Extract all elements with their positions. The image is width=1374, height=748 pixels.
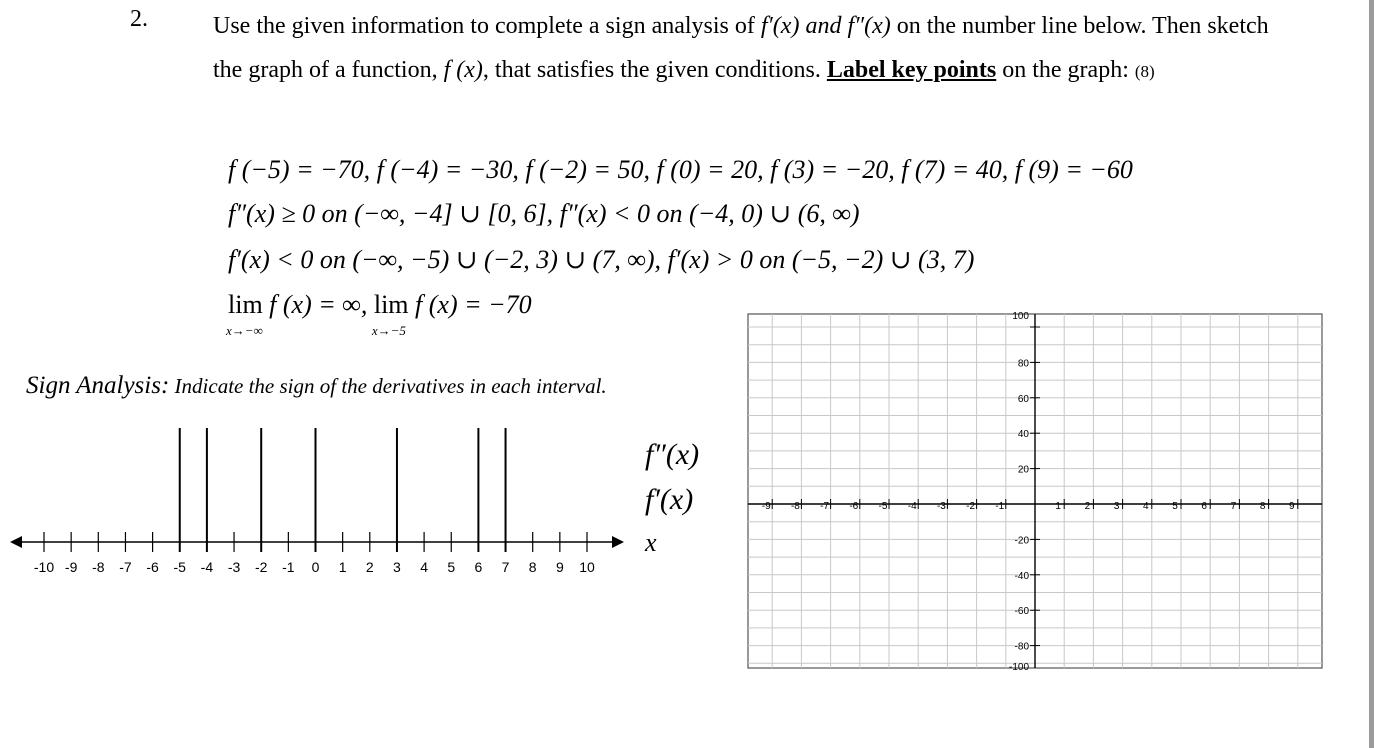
number-line-tick-label: 3 bbox=[393, 559, 401, 575]
graph-x-tick-label: -7 bbox=[820, 501, 830, 512]
prompt-and: and bbox=[799, 13, 848, 39]
number-line-tick-label: -2 bbox=[254, 559, 268, 575]
graph-x-tick-label: 9 bbox=[1289, 501, 1295, 512]
graph-x-tick-label: 2 bbox=[1084, 501, 1091, 512]
condition-second-derivative: f″(x) ≥ 0 on (−∞, −4] ∪ [0, 6], f″(x) < 0 on (−4, 0) ∪ (6, ∞) bbox=[228, 199, 860, 228]
graph-x-tick-label: 6 bbox=[1201, 501, 1207, 512]
sketch-graph-grid[interactable] bbox=[746, 312, 1324, 670]
graph-x-tick-label: -3 bbox=[936, 501, 946, 512]
graph-y-tick-label: -100 bbox=[1008, 662, 1029, 670]
graph-x-tick-label: -4 bbox=[907, 501, 917, 512]
number-line-tick-label: 10 bbox=[579, 559, 595, 575]
sign-analysis-heading: Sign Analysis: Indicate the sign of the derivatives in each interval. bbox=[26, 372, 607, 399]
prompt-text-1: Use the given information to complete a sign analysis of bbox=[213, 13, 761, 39]
graph-y-tick-label: 60 bbox=[1017, 393, 1029, 405]
arrow-left-icon bbox=[10, 536, 22, 548]
number-line-tick-label: 5 bbox=[447, 559, 456, 575]
graph-y-tick-label: 40 bbox=[1017, 429, 1029, 441]
number-line-tick-label: 8 bbox=[528, 559, 537, 575]
number-line-tick-label: 1 bbox=[338, 559, 347, 575]
number-line-tick-label: -4 bbox=[200, 559, 214, 575]
prompt-fprime: f′(x) bbox=[760, 13, 800, 39]
graph-x-tick-label: 5 bbox=[1172, 501, 1178, 512]
graph-x-tick-label: -6 bbox=[849, 501, 859, 512]
prompt-fx: f (x) bbox=[443, 57, 483, 83]
number-line-tick-label: -8 bbox=[92, 559, 105, 575]
graph-y-tick-label: -40 bbox=[1014, 570, 1029, 582]
graph-y-tick-label: 80 bbox=[1017, 358, 1029, 370]
graph-x-tick-label: -2 bbox=[966, 501, 976, 512]
row-label-x: x bbox=[645, 528, 657, 557]
number-line-tick-label: 0 bbox=[311, 559, 320, 575]
graph-y-tick-label: -60 bbox=[1014, 606, 1029, 618]
limit-1-expression: f (x) = ∞, bbox=[262, 290, 374, 319]
prompt-text-4: on the graph: bbox=[996, 57, 1135, 83]
number-line-tick-label: 9 bbox=[555, 559, 564, 575]
sign-analysis-number-line bbox=[0, 420, 640, 585]
graph-x-tick-label: -5 bbox=[878, 501, 888, 512]
limit-2-expression: f (x) = −70 bbox=[408, 290, 532, 319]
prompt-text-2: on the number line below. Then sketch the graph of a function, bbox=[213, 13, 1269, 83]
row-label-fprime: f′(x) bbox=[645, 483, 694, 516]
graph-x-tick-label: 7 bbox=[1230, 501, 1237, 512]
number-line-tick-label: 7 bbox=[501, 559, 510, 575]
number-line-tick-label: 4 bbox=[420, 559, 428, 575]
graph-y-tick-label: -20 bbox=[1014, 535, 1029, 547]
graph-y-tick-label: 20 bbox=[1017, 464, 1029, 476]
question-prompt bbox=[213, 4, 1293, 94]
number-line-tick-label: -6 bbox=[146, 559, 159, 575]
number-line-tick-label: -5 bbox=[173, 559, 186, 575]
graph-y-tick-label: 100 bbox=[1012, 312, 1029, 322]
limit-2-subscript: x→−5 bbox=[371, 323, 406, 338]
graph-x-tick-label: 3 bbox=[1113, 501, 1120, 512]
condition-function-values: f (−5) = −70, f (−4) = −30, f (−2) = 50, f (0) = 20, f (3) = −20, f (7) = 40, f (9) = −60 bbox=[228, 155, 1133, 184]
graph-x-tick-label: 4 bbox=[1143, 501, 1149, 512]
page-scrollbar[interactable] bbox=[1369, 0, 1374, 748]
condition-limits bbox=[226, 290, 532, 338]
graph-y-tick-label: -80 bbox=[1014, 641, 1029, 653]
number-line-tick-label: -7 bbox=[119, 559, 132, 575]
row-label-fdoubleprime: f″(x) bbox=[645, 438, 700, 471]
limit-2: lim x→−5 bbox=[371, 290, 409, 338]
prompt-fdoubleprime: f″(x) bbox=[847, 13, 891, 39]
limit-1-subscript: x→−∞ bbox=[226, 323, 263, 338]
graph-x-tick-label: -8 bbox=[790, 501, 800, 512]
limit-1: lim x→−∞ bbox=[226, 290, 263, 338]
question-number: 2. bbox=[130, 6, 148, 32]
graph-x-tick-label: -9 bbox=[761, 501, 771, 512]
arrow-right-icon bbox=[612, 536, 624, 548]
label-key-points: Label key points bbox=[826, 57, 997, 83]
graph-x-tick-label: 8 bbox=[1259, 501, 1266, 512]
graph-x-tick-label: 1 bbox=[1055, 501, 1061, 512]
prompt-text-3: , that satisfies the given conditions. bbox=[482, 57, 827, 83]
graph-x-tick-label: -1 bbox=[995, 501, 1005, 512]
number-line-tick-label: -9 bbox=[64, 559, 78, 575]
sign-analysis-instruction: Indicate the sign of the derivatives in each interval. bbox=[169, 374, 607, 398]
question-marks: (8) bbox=[1134, 62, 1155, 81]
number-line-tick-label: -1 bbox=[282, 559, 295, 575]
number-line-tick-label: 6 bbox=[474, 559, 483, 575]
number-line-tick-label: -10 bbox=[33, 559, 55, 575]
number-line-tick-label: 2 bbox=[365, 559, 374, 575]
condition-first-derivative: f′(x) < 0 on (−∞, −5) ∪ (−2, 3) ∪ (7, ∞), f′(x) > 0 on (−5, −2) ∪ (3, 7) bbox=[228, 245, 975, 274]
number-line-tick-label: -3 bbox=[227, 559, 241, 575]
